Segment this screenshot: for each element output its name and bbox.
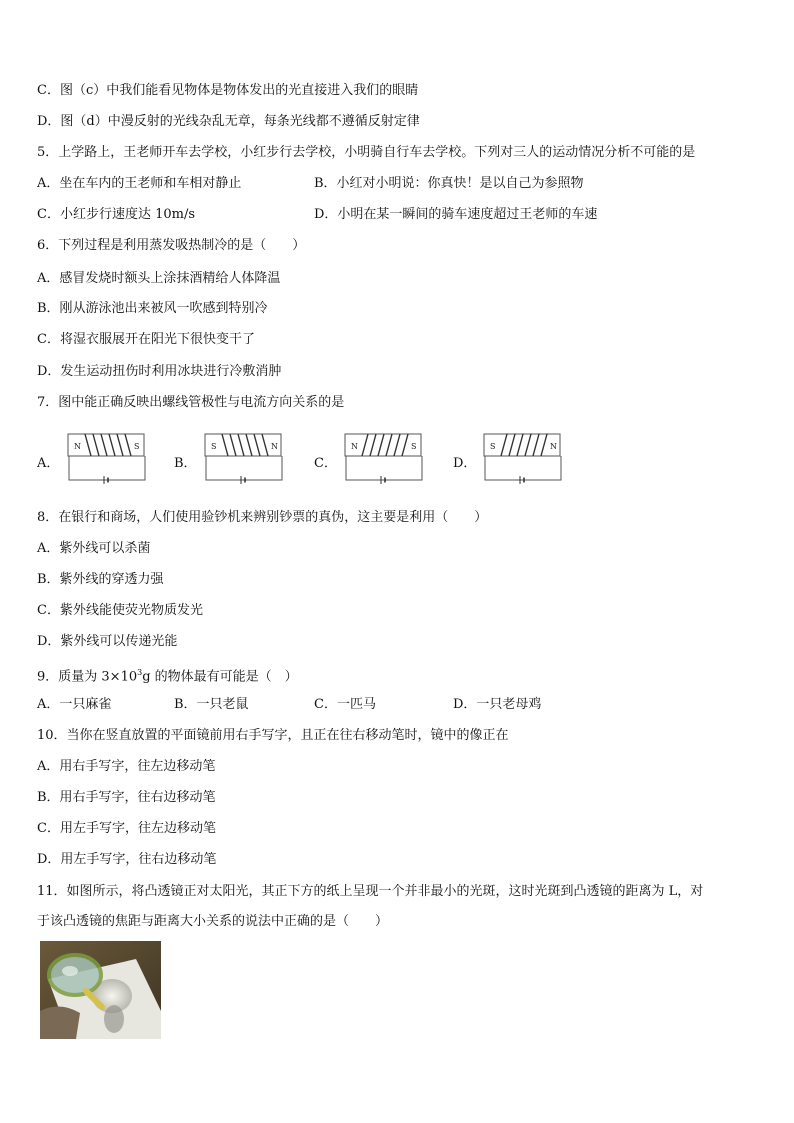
q6-option-d: D．发生运动扭伤时利用冰块进行冷敷消肿 <box>37 364 282 379</box>
q6-option-c: C．将湿衣服展开在阳光下很快变干了 <box>37 332 255 347</box>
pole-right: N <box>271 442 278 451</box>
convex-lens-photo <box>40 941 161 1039</box>
q5-stem: 5．上学路上，王老师开车去学校，小红步行去学校，小明骑自行车去学校。下列对三人的运动情况分析不可能的是 <box>37 145 696 160</box>
q5-option-a: A．坐在车内的王老师和车相对静止 <box>37 176 242 191</box>
solenoid-diagram-c <box>344 430 424 488</box>
q7-option-label: D． <box>453 456 477 471</box>
q5-option-c: C．小红步行速度达 10m/s <box>37 207 195 222</box>
q9-option-d: D．一只老母鸡 <box>453 697 542 712</box>
q5-option-d: D．小明在某一瞬间的骑车速度超过王老师的车速 <box>314 207 598 222</box>
q10-stem: 10．当你在竖直放置的平面镜前用右手写字，且正在往右移动笔时，镜中的像正在 <box>37 728 509 743</box>
q8-option-b: B．紫外线的穿透力强 <box>37 572 164 587</box>
q8-option-a: A．紫外线可以杀菌 <box>37 541 151 556</box>
q4-option-c: C．图（c）中我们能看见物体是物体发出的光直接进入我们的眼睛 <box>37 83 419 98</box>
pole-right: S <box>134 442 140 451</box>
q4-option-d: D．图（d）中漫反射的光线杂乱无章，每条光线都不遵循反射定律 <box>37 114 420 129</box>
pole-left: S <box>490 442 496 451</box>
q9-option-b: B．一只老鼠 <box>174 697 249 712</box>
q11-stem-line2: 于该凸透镜的焦距与距离大小关系的说法中正确的是（ ） <box>37 914 389 929</box>
q5-option-b: B．小红对小明说：你真快！是以自己为参照物 <box>314 176 584 191</box>
q7-stem: 7．图中能正确反映出螺线管极性与电流方向关系的是 <box>37 395 345 410</box>
solenoid-diagram-b <box>204 430 284 488</box>
q10-option-b: B．用右手写字，往右边移动笔 <box>37 790 216 805</box>
q9-option-a: A．一只麻雀 <box>37 697 112 712</box>
pole-left: N <box>351 442 358 451</box>
q9-option-c: C．一匹马 <box>314 697 376 712</box>
q7-option-label: C． <box>314 456 337 471</box>
pole-right: S <box>411 442 417 451</box>
q7-option-label: A． <box>37 456 60 471</box>
q6-option-b: B．刚从游泳池出来被风一吹感到特别冷 <box>37 301 268 316</box>
q8-stem: 8．在银行和商场，人们使用验钞机来辨别钞票的真伪，这主要是利用（ ） <box>37 510 488 525</box>
pole-right: N <box>550 442 557 451</box>
pole-left: S <box>211 442 217 451</box>
q10-option-d: D．用左手写字，往右边移动笔 <box>37 852 217 867</box>
q9-stem: 9．质量为 $3\times 10^3g$ 的物体最有可能是（ ） <box>37 668 298 685</box>
q6-stem: 6．下列过程是利用蒸发吸热制冷的是（ ） <box>37 238 306 253</box>
pole-left: N <box>74 442 81 451</box>
q10-option-c: C．用左手写字，往左边移动笔 <box>37 821 216 836</box>
q10-option-a: A．用右手写字，往左边移动笔 <box>37 759 216 774</box>
exponent: 3 <box>137 668 143 677</box>
q6-option-a: A．感冒发烧时额头上涂抹酒精给人体降温 <box>37 271 281 286</box>
q11-stem-line1: 11．如图所示，将凸透镜正对太阳光，其正下方的纸上呈现一个并非最小的光斑，这时光斑到凸透镜的距离为 L，对 <box>37 884 704 899</box>
q8-option-d: D．紫外线可以传递光能 <box>37 634 178 649</box>
solenoid-diagram-d <box>483 430 563 488</box>
q7-option-label: B． <box>174 456 197 471</box>
solenoid-diagram-a <box>67 430 147 488</box>
q8-option-c: C．紫外线能使荧光物质发光 <box>37 603 203 618</box>
